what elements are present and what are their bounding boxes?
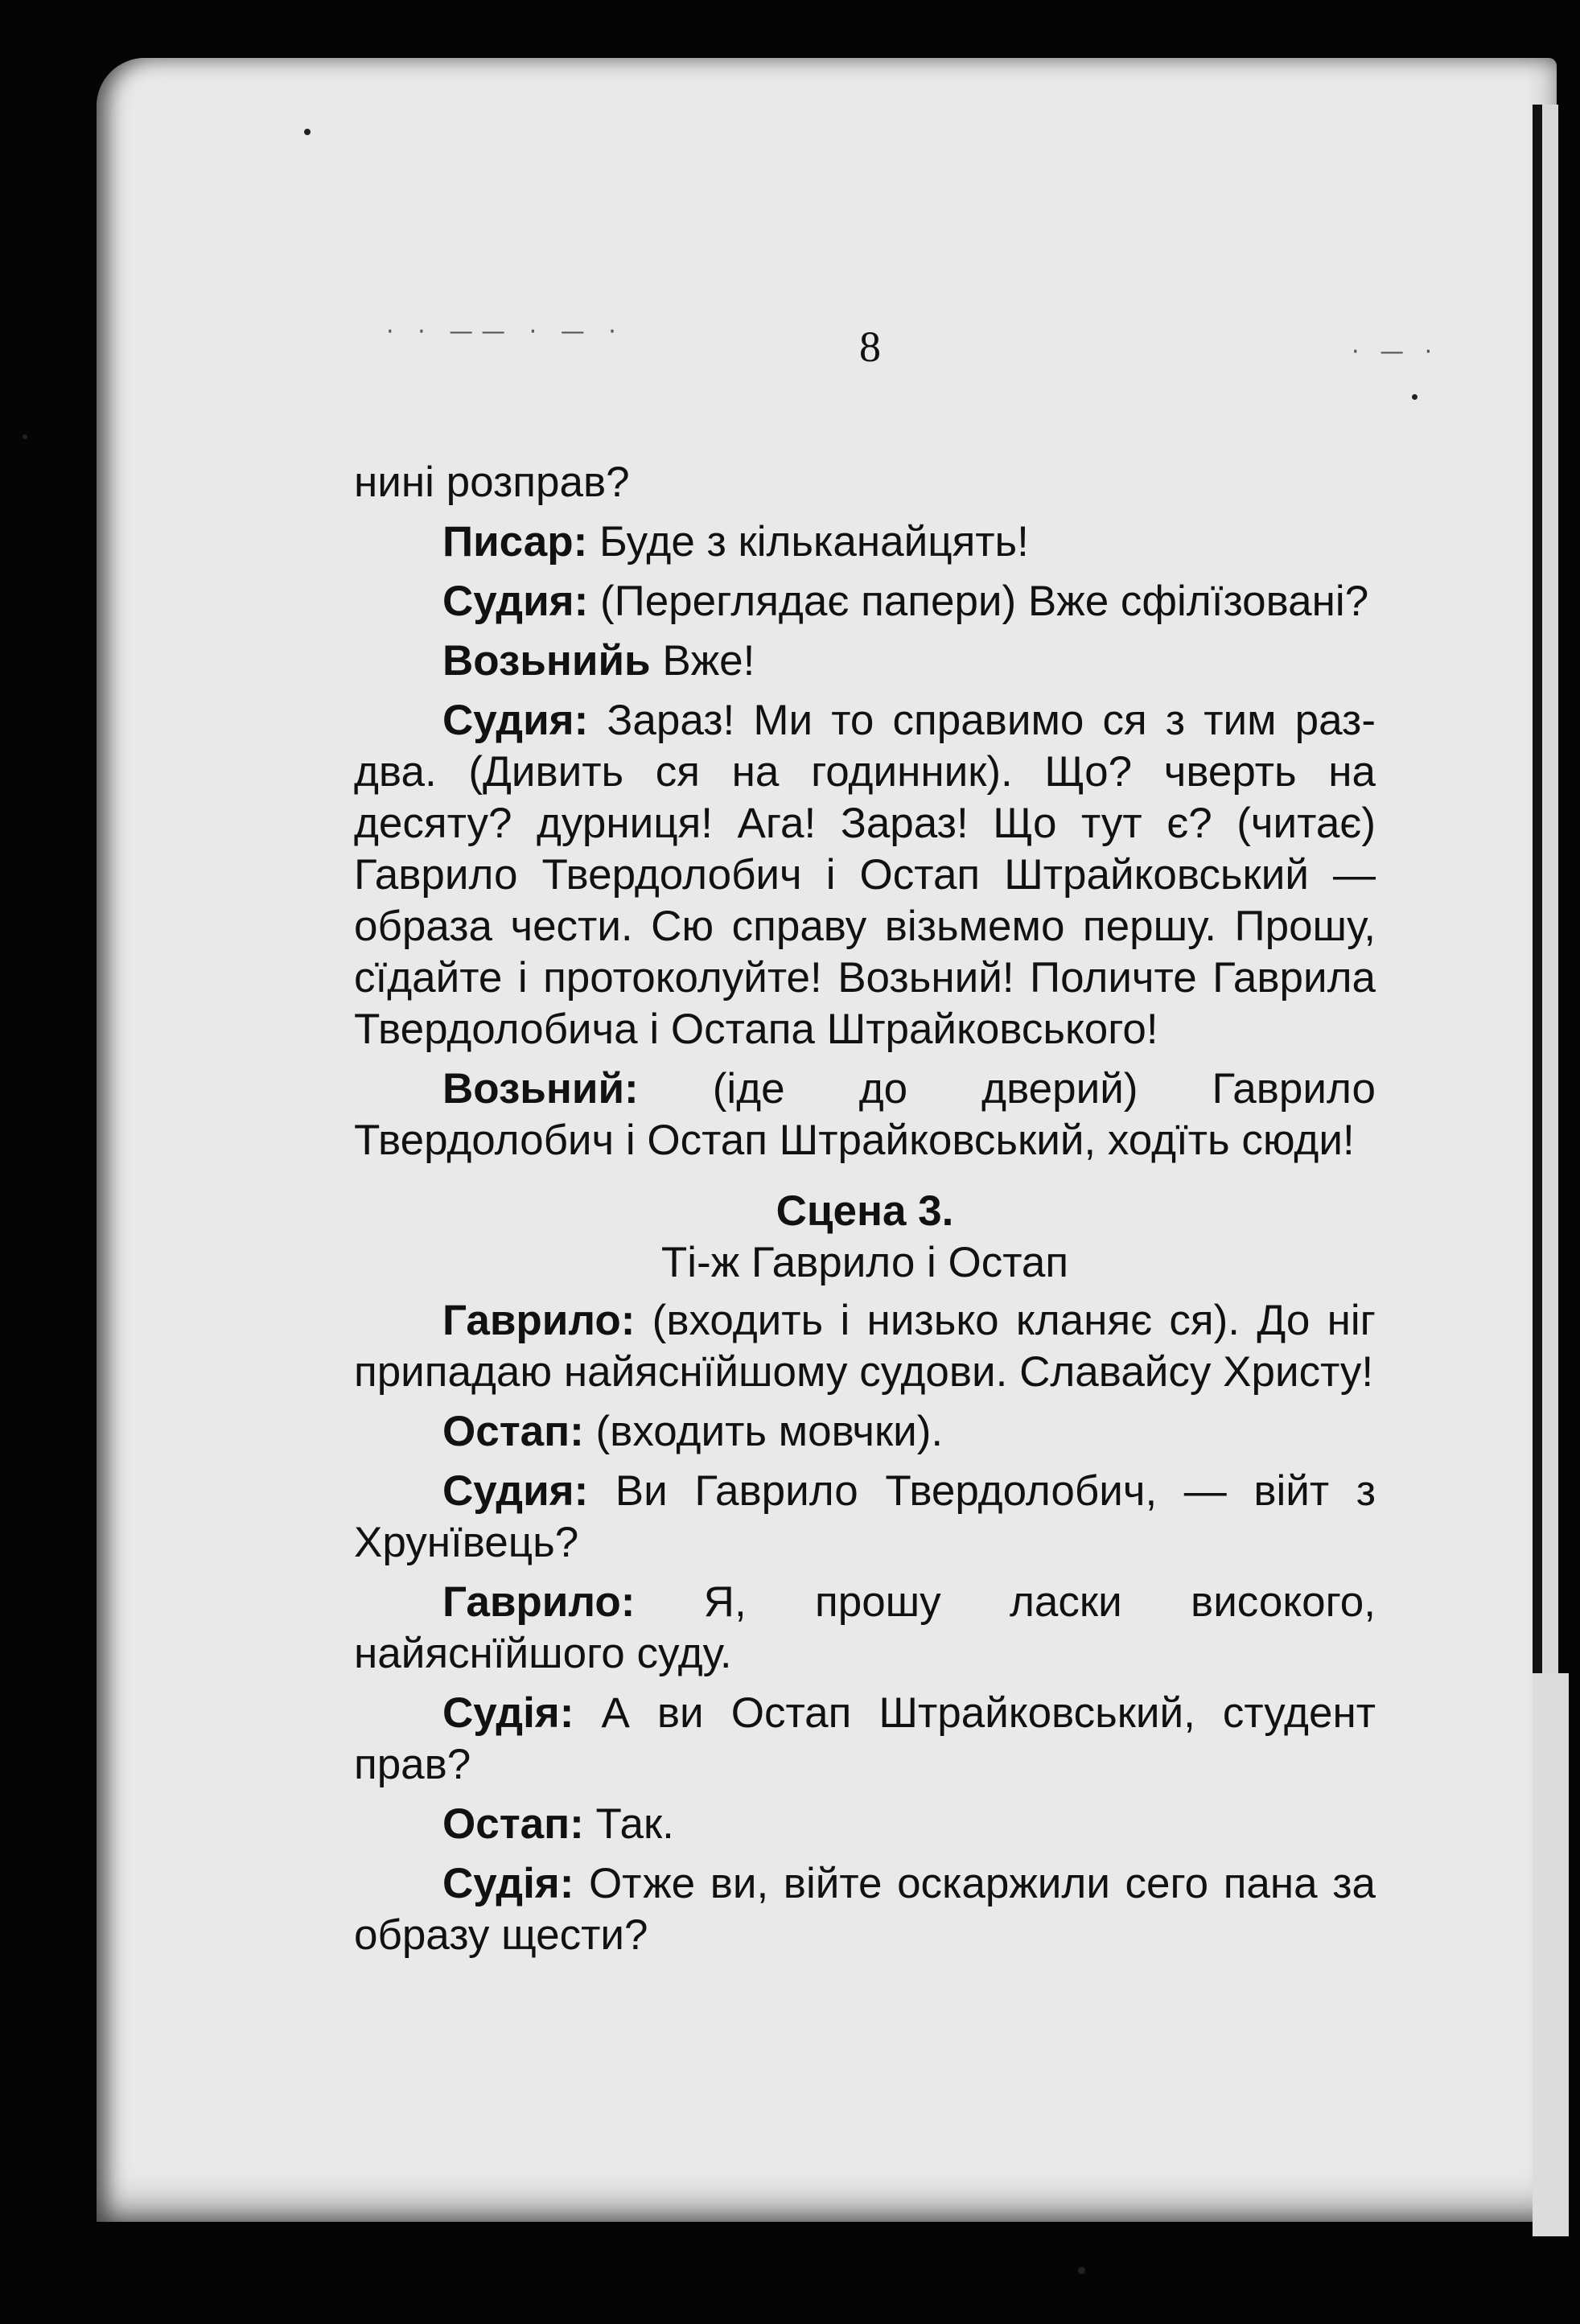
speaker-name: Гаврило:	[442, 1297, 636, 1344]
continuation-line: нині розправ?	[354, 459, 630, 506]
speech-text: А ви Остап Штрайковський, студент прав?	[354, 1689, 1376, 1788]
dust-speck	[1078, 2267, 1085, 2274]
speech-text: Зараз! Ми то справимо ся з тим раз-два. (Дивить ся на годинник). Що? чверть на десяту? дурниця! Ага! Зараз! Що тут є? (читає) Гаврило Твердолобич і Остап Штрайковський — образа чести. Сю справу візьмемо першу. Прошу, сїдайте і протоколуйте! Возьний! Поличте Гаврила Твердолобича і Остапа Штрайковського!	[354, 697, 1376, 1053]
speaker-name: Судия:	[442, 578, 589, 625]
speaker-name: Судія:	[442, 1860, 574, 1907]
speaker-name: Судия:	[442, 697, 589, 744]
speech-text: Буде з кільканайцять!	[587, 518, 1029, 566]
page-number: 8	[859, 323, 881, 371]
dialogue-line	[354, 1858, 1376, 1961]
speech-text: Отже ви, війте оскаржили сего пана за образу щести?	[354, 1860, 1376, 1959]
speaker-name: Писар:	[442, 518, 588, 566]
scene-subtitle: Ті-ж Гаврило і Остап	[660, 1239, 1069, 1286]
speaker-name: Судія:	[442, 1689, 574, 1737]
speaker-name: Судия:	[442, 1467, 589, 1515]
speaker-name: Возьний:	[442, 1065, 639, 1113]
dialogue-line	[354, 576, 1376, 627]
header-rule-right: · — ·	[1352, 338, 1439, 366]
dialogue-line	[354, 1577, 1376, 1680]
page-text-block	[354, 457, 1376, 1969]
dust-speck	[1412, 394, 1417, 400]
scene-title: Сцена 3.	[776, 1187, 954, 1235]
header-rule-left: · · —— · — ·	[386, 318, 624, 346]
dialogue-line	[354, 1295, 1376, 1398]
dialogue-line	[354, 695, 1376, 1055]
dust-speck	[23, 434, 27, 439]
speech-text: Я, прошу ласки високого, найяснїйшого суду.	[354, 1578, 1376, 1677]
speech-text: Вже!	[650, 637, 755, 685]
dialogue-line	[354, 1406, 1376, 1458]
dialogue-line	[354, 1688, 1376, 1791]
speech-text: (входить мовчки).	[583, 1408, 944, 1455]
speech-text: Так.	[583, 1800, 674, 1848]
dialogue-line	[354, 1799, 1376, 1850]
speaker-name: Остап:	[442, 1408, 584, 1455]
page-edge-shadow	[1533, 105, 1558, 1673]
speech-text: (іде до дверий) Гаврило Твердолобич і Остап Штрайковський, ходїть сюди!	[354, 1065, 1376, 1164]
dialogue-line	[354, 1063, 1376, 1166]
dialogue-line	[354, 516, 1376, 568]
dialogue-line	[354, 636, 1376, 687]
dust-speck	[304, 129, 311, 135]
speaker-name: Возьнийь	[442, 637, 651, 685]
dialogue-line	[354, 1466, 1376, 1569]
speaker-name: Гаврило:	[442, 1578, 636, 1626]
speech-text: Ви Гаврило Твердолобич, — війт з Хрунївець?	[354, 1467, 1376, 1566]
page-edge-lower	[1533, 1673, 1569, 2236]
speech-text: (Переглядає папери) Вже сфілїзовані?	[588, 578, 1369, 625]
speaker-name: Остап:	[442, 1800, 584, 1848]
speech-text: (входить і низько кланяє ся). До ніг припадаю найяснїйшому судови. Славайсу Христу!	[354, 1297, 1376, 1396]
